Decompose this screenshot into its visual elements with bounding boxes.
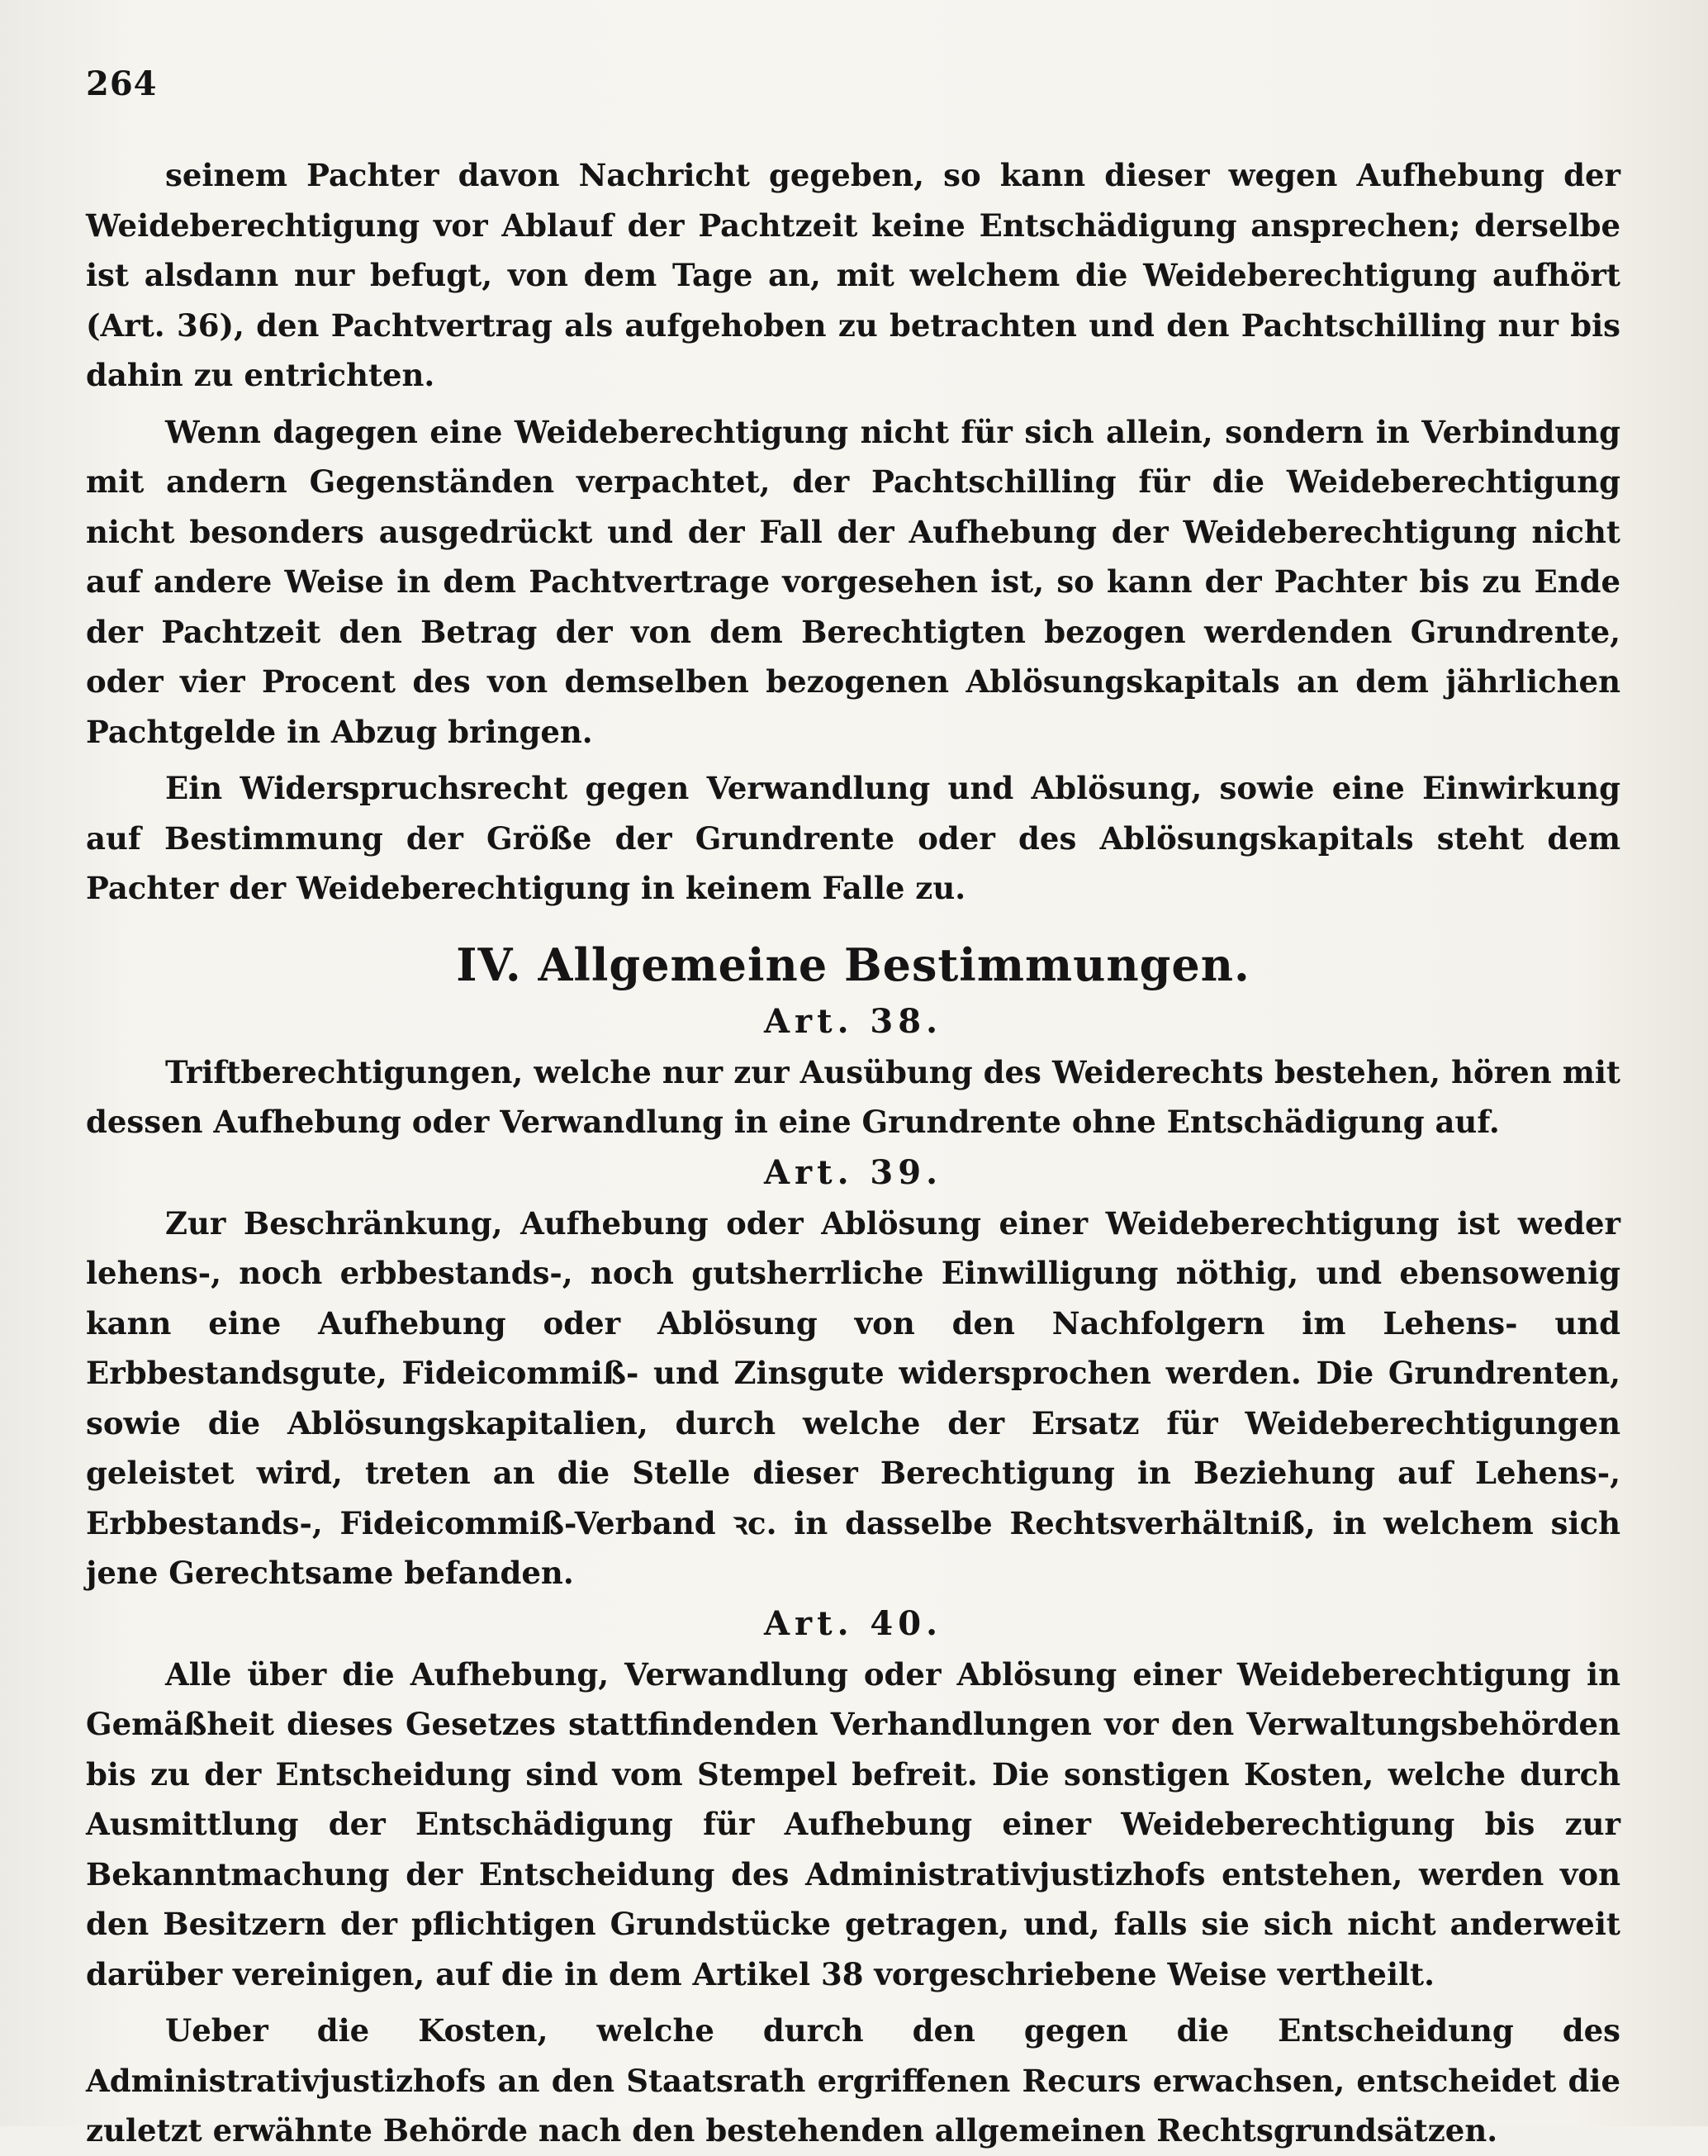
paragraph: Wenn dagegen eine Weideberechtigung nicht für sich allein, sondern in Verbindung mit andern Gegenständen verpachtet, der Pachtschilling für die Weideberechtigung nicht besonders ausgedrückt und der Fall der Aufhebung der Weideberechtigung nicht auf andere Weise in dem Pachtvertrage vorgesehen ist, so kann der Pachter bis zu Ende der Pachtzeit den Betrag der von dem Berechtigten bezogen werdenden Grundrente, oder vier Procent des von demselben bezogenen Ablösungskapitals an dem jährlichen Pachtgelde in Abzug bringen. — [86, 413, 1620, 750]
article-heading-40: Art. 40. — [763, 1603, 943, 1643]
section-heading: IV. Allgemeine Bestimmungen. — [456, 938, 1250, 991]
page-number: 264 — [86, 64, 158, 103]
paragraph: Zur Beschränkung, Aufhebung oder Ablösung einer Weideberechtigung ist weder lehens-, noch erbbestands-, noch gutsherrliche Einwilligung nöthig, und ebensowenig kann eine Aufhebung oder Ablösung von den Nachfolgern im Lehens- und Erbbestandsgute, Fideicommiß- und Zinsgute widersprochen werden. Die Grundrenten, sowie die Ablösungskapitalien, durch welche der Ersatz für Weideberechtigungen geleistet wird, treten an die Stelle dieser Berechtigung in Beziehung auf Lehens-, Erbbestands-, Fideicommiß-Verband ꝛc. in dasselbe Rechtsverhältniß, in welchem sich jene Gerechtsame befanden. — [86, 1204, 1620, 1591]
article-heading-39: Art. 39. — [763, 1152, 943, 1192]
paragraph: Ein Widerspruchsrecht gegen Verwandlung und Ablösung, sowie eine Einwirkung auf Bestimmung der Größe der Grundrente oder des Ablösungskapitals steht dem Pachter der Weideberechtigung in keinem Falle zu. — [86, 770, 1620, 906]
paragraph: Alle über die Aufhebung, Verwandlung oder Ablösung einer Weideberechtigung in Gemäßheit dieses Gesetzes stattfindenden Verhandlungen vor den Verwaltungsbehörden bis zu der Entscheidung sind vom Stempel befreit. Die sonstigen Kosten, welche durch Ausmittlung der Entschädigung für Aufhebung einer Weideberechtigung bis zur Bekanntmachung der Entscheidung des Administrativjustizhofs entstehen, werden von den Besitzern der pflichtigen Grundstücke getragen, und, falls sie sich nicht anderweit darüber vereinigen, auf die in dem Artikel 38 vorgeschriebene Weise vertheilt. — [86, 1655, 1620, 1992]
article-heading-38: Art. 38. — [763, 1001, 943, 1041]
paragraph: Triftberechtigungen, welche nur zur Ausübung des Weiderechts bestehen, hören mit dessen Aufhebung oder Verwandlung in eine Grundrente ohne Entschädigung auf. — [86, 1053, 1620, 1140]
paragraph: Ueber die Kosten, welche durch den gegen die Entscheidung des Administrativjustizhofs an den Staatsrath ergriffenen Recurs erwachsen, entscheidet die zuletzt erwähnte Behörde nach den bestehenden allgemeinen Rechtsgrundsätzen. — [86, 2012, 1620, 2149]
paragraph: seinem Pachter davon Nachricht gegeben, so kann dieser wegen Aufhebung der Weideberechtigung vor Ablauf der Pachtzeit keine Entschädigung ansprechen; derselbe ist alsdann nur befugt, von dem Tage an, mit welchem die Weideberechtigung aufhört (Art. 36), den Pachtvertrag als aufgehoben zu betrachten und den Pachtschilling nur bis dahin zu entrichten. — [86, 157, 1620, 393]
page-body — [86, 150, 1620, 2156]
